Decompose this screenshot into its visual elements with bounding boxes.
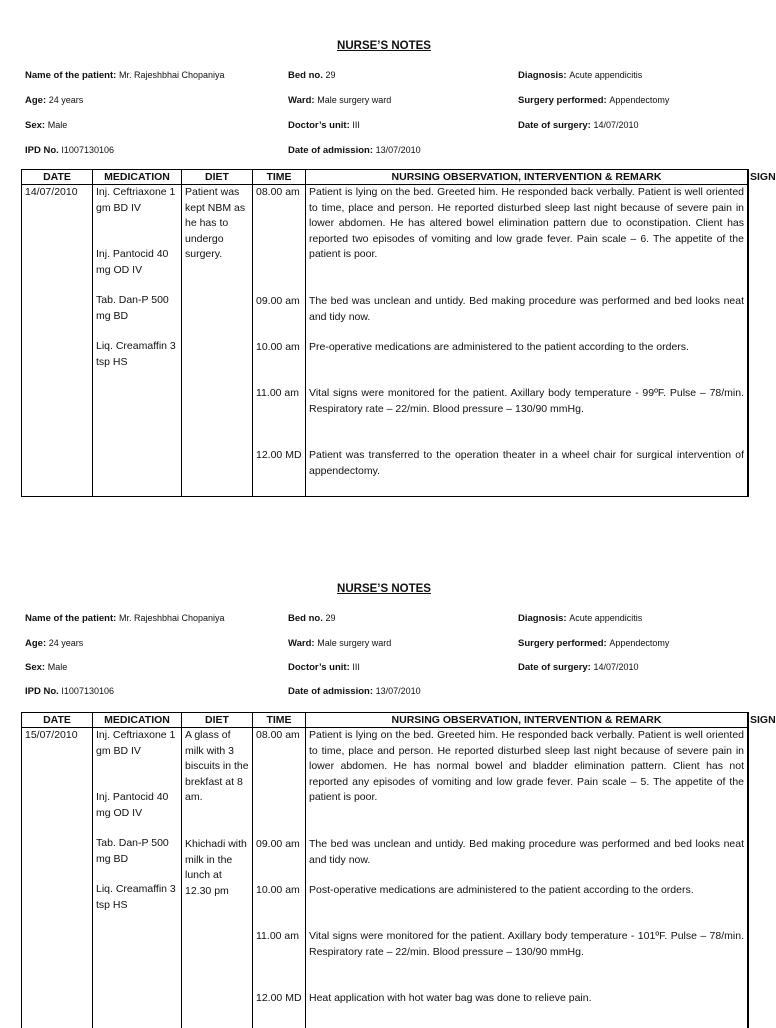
ward-field: Ward: Male surgery ward [288, 638, 392, 649]
observation-item: Post-operative medications are administered to the patient according to the orders. [309, 884, 694, 896]
ward-field: Ward: Male surgery ward [288, 95, 392, 106]
observation-item: Patient is lying on the bed. Greeted him. He responded back verbally. Patient is well oriented to time, place and person. He reported disturbed sleep last night because of severe pain in lower abdomen. He has altered bowel elimination pattern due to oconstipation. Client has reported two episodes of vomiting and low grade fever. Pain scale – 6. The appetite of the patient is poor. [309, 186, 744, 260]
observation-item: Patient was transferred to the operation theater in a wheel chair for surgical intervention of appendectomy. [309, 449, 744, 477]
observation-item: The bed was unclean and untidy. Bed making procedure was performed and bed looks neat and tidy now. [309, 295, 744, 323]
medication-item: Tab. Dan-P 500 mg BD [96, 837, 169, 865]
sheet-title: NURSE’S NOTES [337, 583, 431, 595]
medication-item: Inj. Ceftriaxone 1 gm BD IV [96, 729, 176, 757]
medication-cell [93, 185, 182, 497]
header-observation: NURSING OBSERVATION, INTERVENTION & REMARK [306, 170, 748, 185]
sex-field: Sex: Male [25, 662, 68, 673]
time-item: 11.00 am [256, 387, 299, 399]
time-item: 09.00 am [256, 838, 300, 850]
patient-name-field: Name of the patient: Mr. Rajeshbhai Chopaniya [25, 70, 225, 81]
observation-item: Vital signs were monitored for the patient. Axillary body temperature - 99ºF. Pulse – 78/min. Respiratory rate – 22/min. Blood pressure – 130/90 mmHg. [309, 387, 744, 415]
sex-field: Sex: Male [25, 120, 68, 131]
diet-cell [182, 728, 253, 1028]
date-of-surgery-field: Date of surgery: 14/07/2010 [518, 662, 639, 673]
sign-cell [748, 185, 749, 497]
time-cell [253, 728, 306, 1028]
header-time: TIME [253, 170, 306, 185]
time-item: 10.00 am [256, 884, 300, 896]
table-row [22, 728, 749, 1028]
observation-item: The bed was unclean and untidy. Bed making procedure was performed and bed looks neat and tidy now. [309, 838, 744, 866]
date-of-admission-field: Date of admission: 13/07/2010 [288, 686, 421, 697]
medication-item: Inj. Pantocid 40 mg OD IV [96, 791, 169, 819]
diet-item: Patient was kept NBM as he has to undergo surgery. [185, 186, 246, 260]
surgery-performed-field: Surgery performed: Appendectomy [518, 638, 670, 649]
date-of-admission-field: Date of admission: 13/07/2010 [288, 145, 421, 156]
time-item: 12.00 MD [256, 992, 302, 1004]
medication-item: Inj. Ceftriaxone 1 gm BD IV [96, 186, 176, 214]
surgery-performed-field: Surgery performed: Appendectomy [518, 95, 670, 106]
header-medication: MEDICATION [93, 170, 182, 185]
observation-item: Pre-operative medications are administered to the patient according to the orders. [309, 341, 689, 353]
ipd-no-field: IPD No. I1007130106 [25, 145, 114, 156]
sign-cell [748, 728, 749, 1028]
patient-name-field: Name of the patient: Mr. Rajeshbhai Chopaniya [25, 613, 225, 624]
doctors-unit-field: Doctor’s unit: III [288, 662, 360, 673]
header-time: TIME [253, 713, 306, 728]
observation-item: Patient is lying on the bed. Greeted him. He responded back verbally. Patient is well oriented to time, place and person. He reported disturbed sleep last night because of severe pain in lower abdomen. He has normal bowel and bladder elimination pattern. Client has not reported any episodes of vomiting and low grade fever. Pain scale – 5. The appetite of the patient is poor. [309, 729, 744, 803]
header-date: DATE [22, 170, 93, 185]
diagnosis-field: Diagnosis: Acute appendicitis [518, 70, 643, 81]
header-diet: DIET [182, 713, 253, 728]
sheet-title: NURSE’S NOTES [337, 40, 431, 52]
table-header-row [22, 713, 749, 728]
diet-item: A glass of milk with 3 biscuits in the brekfast at 8 am. [185, 729, 249, 803]
bed-no-field: Bed no. 29 [288, 70, 336, 81]
medication-item: Liq. Creamaffin 3 tsp HS [96, 883, 176, 911]
time-item: 12.00 MD [256, 449, 302, 461]
date-cell: 14/07/2010 [22, 185, 93, 497]
time-item: 10.00 am [256, 341, 300, 353]
nursing-notes-table [21, 712, 776, 1028]
medication-item: Tab. Dan-P 500 mg BD [96, 294, 169, 322]
nursing-notes-table [21, 169, 776, 497]
time-item: 09.00 am [256, 295, 300, 307]
medication-cell [93, 728, 182, 1028]
date-of-surgery-field: Date of surgery: 14/07/2010 [518, 120, 639, 131]
medication-item: Liq. Creamaffin 3 tsp HS [96, 340, 176, 368]
header-diet: DIET [182, 170, 253, 185]
header-medication: MEDICATION [93, 713, 182, 728]
observation-cell [306, 185, 748, 497]
age-field: Age: 24 years [25, 638, 84, 649]
diet-cell [182, 185, 253, 497]
header-sign: SIGN [748, 170, 749, 185]
observation-item: Vital signs were monitored for the patient. Axillary body temperature - 101ºF. Pulse – 78/min. Respiratory rate – 22/min. Blood pressure – 130/90 mmHg. [309, 930, 744, 958]
ipd-no-field: IPD No. I1007130106 [25, 686, 114, 697]
time-cell [253, 185, 306, 497]
header-sign: SIGN [748, 713, 749, 728]
time-item: 08.00 am [256, 729, 300, 741]
diet-item: Khichadi with milk in the lunch at 12.30 pm [185, 838, 247, 897]
age-field: Age: 24 years [25, 95, 84, 106]
diagnosis-field: Diagnosis: Acute appendicitis [518, 613, 643, 624]
observation-item: Heat application with hot water bag was done to relieve pain. [309, 992, 592, 1004]
table-header-row [22, 170, 749, 185]
table-row [22, 185, 749, 497]
observation-cell [306, 728, 748, 1028]
date-cell: 15/07/2010 [22, 728, 93, 1028]
time-item: 11.00 am [256, 930, 299, 942]
medication-item: Inj. Pantocid 40 mg OD IV [96, 248, 169, 276]
bed-no-field: Bed no. 29 [288, 613, 336, 624]
doctors-unit-field: Doctor’s unit: III [288, 120, 360, 131]
time-item: 08.00 am [256, 186, 300, 198]
header-observation: NURSING OBSERVATION, INTERVENTION & REMARK [306, 713, 748, 728]
header-date: DATE [22, 713, 93, 728]
